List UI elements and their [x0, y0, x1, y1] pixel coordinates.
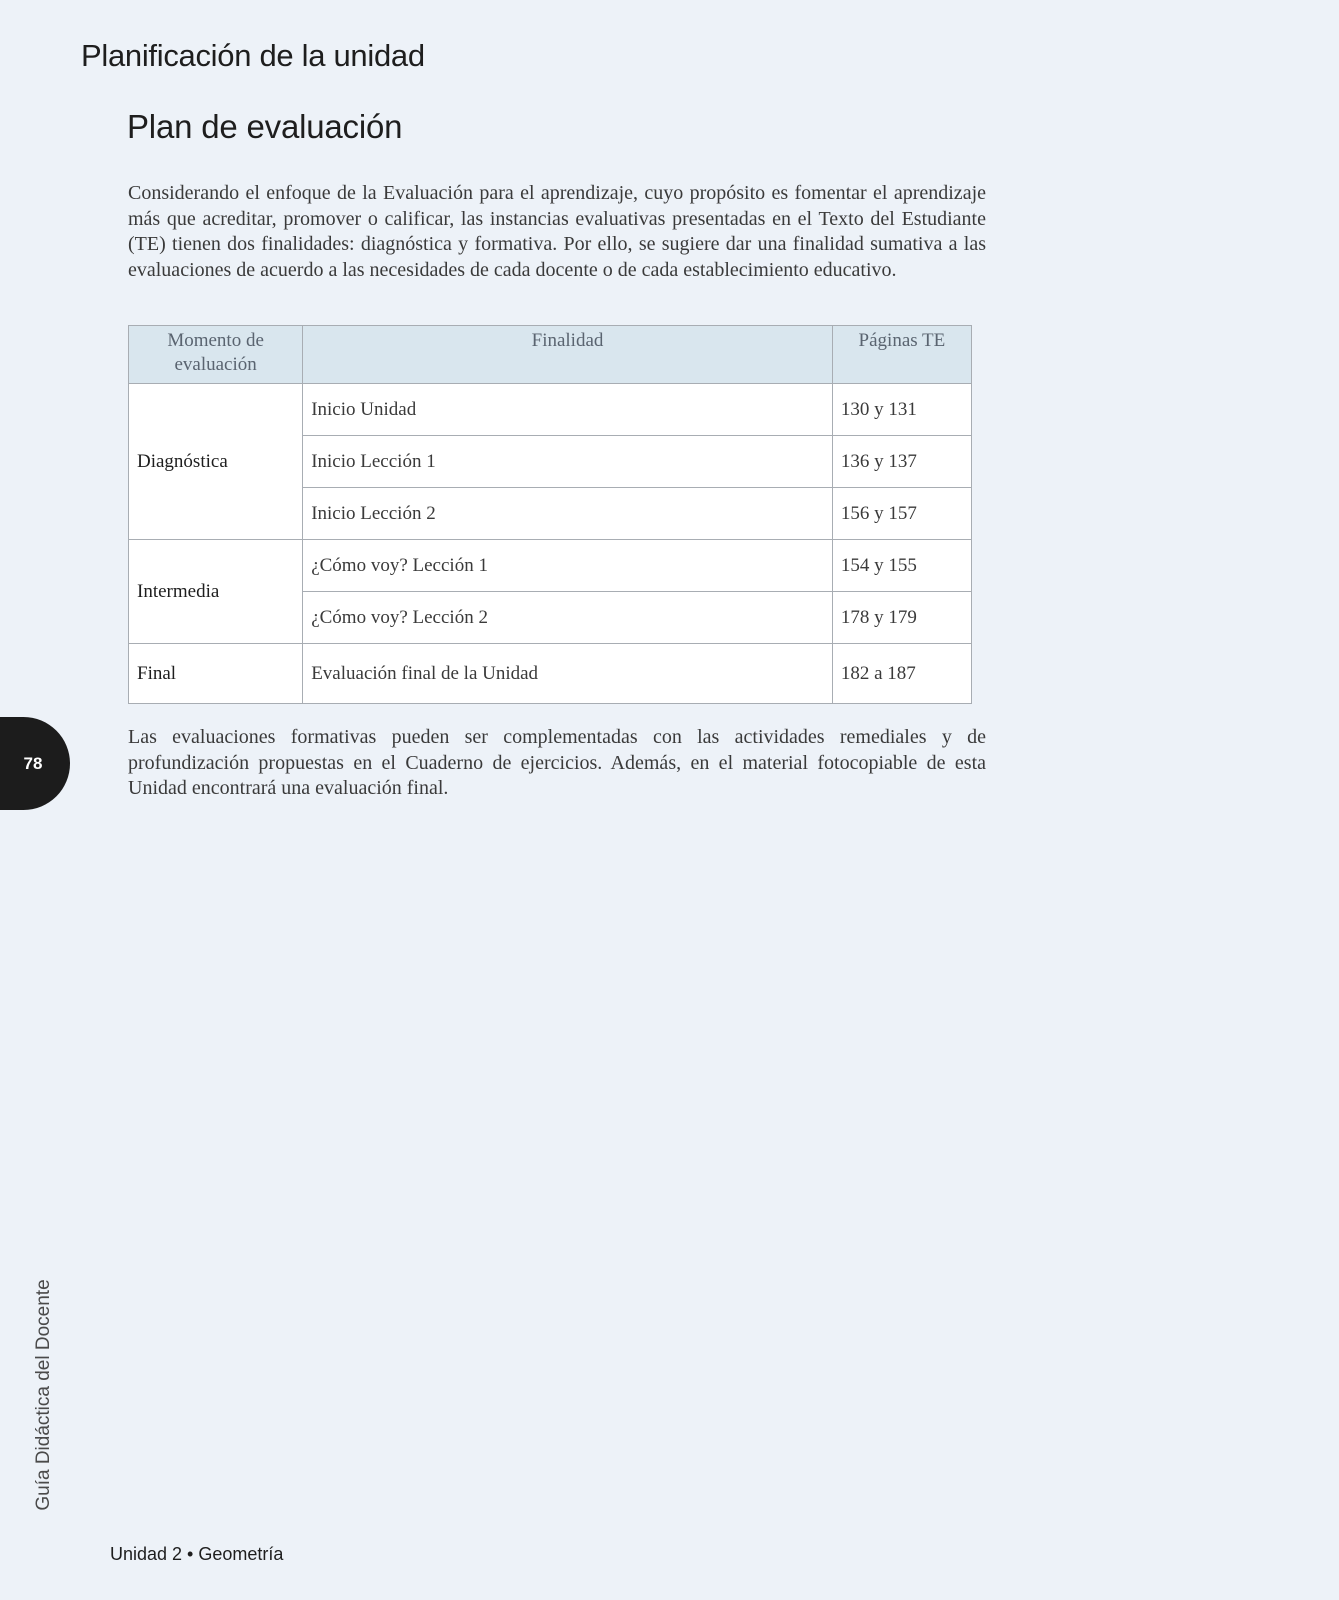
intro-paragraph: Considerando el enfoque de la Evaluación para el aprendizaje, cuyo propósito es fomentar el aprendizaje más que acreditar, promover o calificar, las instancias evaluativas presentadas en el Texto del Estudiante (TE) tienen dos finalidades: diagnóstica y formativa. Por ello, se sugiere dar una finalidad sumativa a las evaluaciones de acuerdo a las necesidades de cada docente o de cada establecimiento educativo. [128, 182, 986, 281]
page-number: 78 [23, 753, 43, 773]
header-purpose: Finalidad [303, 326, 833, 384]
table-row [129, 384, 972, 436]
table-header-row [129, 326, 972, 384]
page-header-title: Planificación de la unidad [81, 38, 425, 73]
header-pages: Páginas TE [832, 326, 971, 384]
page-number-tab [0, 717, 70, 810]
purpose-cell: Inicio Unidad [303, 384, 833, 436]
table-row [129, 644, 972, 704]
purpose-cell: ¿Cómo voy? Lección 1 [303, 540, 833, 592]
purpose-cell: Inicio Lección 1 [303, 436, 833, 488]
pages-cell: 136 y 137 [832, 436, 971, 488]
purpose-cell: ¿Cómo voy? Lección 2 [303, 592, 833, 644]
table-row [129, 540, 972, 592]
pages-cell: 156 y 157 [832, 488, 971, 540]
section-title: Plan de evaluación [127, 108, 403, 145]
pages-cell: 130 y 131 [832, 384, 971, 436]
pages-cell: 154 y 155 [832, 540, 971, 592]
footer-unit-label: Unidad 2 • Geometría [110, 1544, 284, 1564]
side-label: Guía Didáctica del Docente [33, 1279, 54, 1511]
evaluation-plan-table [128, 325, 972, 704]
purpose-cell: Inicio Lección 2 [303, 488, 833, 540]
moment-intermedia: Intermedia [129, 540, 303, 644]
moment-diagnostica: Diagnóstica [129, 384, 303, 540]
header-moment: Momento de evaluación [129, 326, 303, 384]
outro-paragraph: Las evaluaciones formativas pueden ser complementadas con las actividades remediales y de profundización propuestas en el Cuaderno de ejercicios. Además, en el material fotocopiable de esta Unidad encontrará una evaluación final. [128, 726, 986, 800]
purpose-cell: Evaluación final de la Unidad [303, 644, 833, 704]
moment-final: Final [129, 644, 303, 704]
pages-cell: 182 a 187 [832, 644, 971, 704]
pages-cell: 178 y 179 [832, 592, 971, 644]
